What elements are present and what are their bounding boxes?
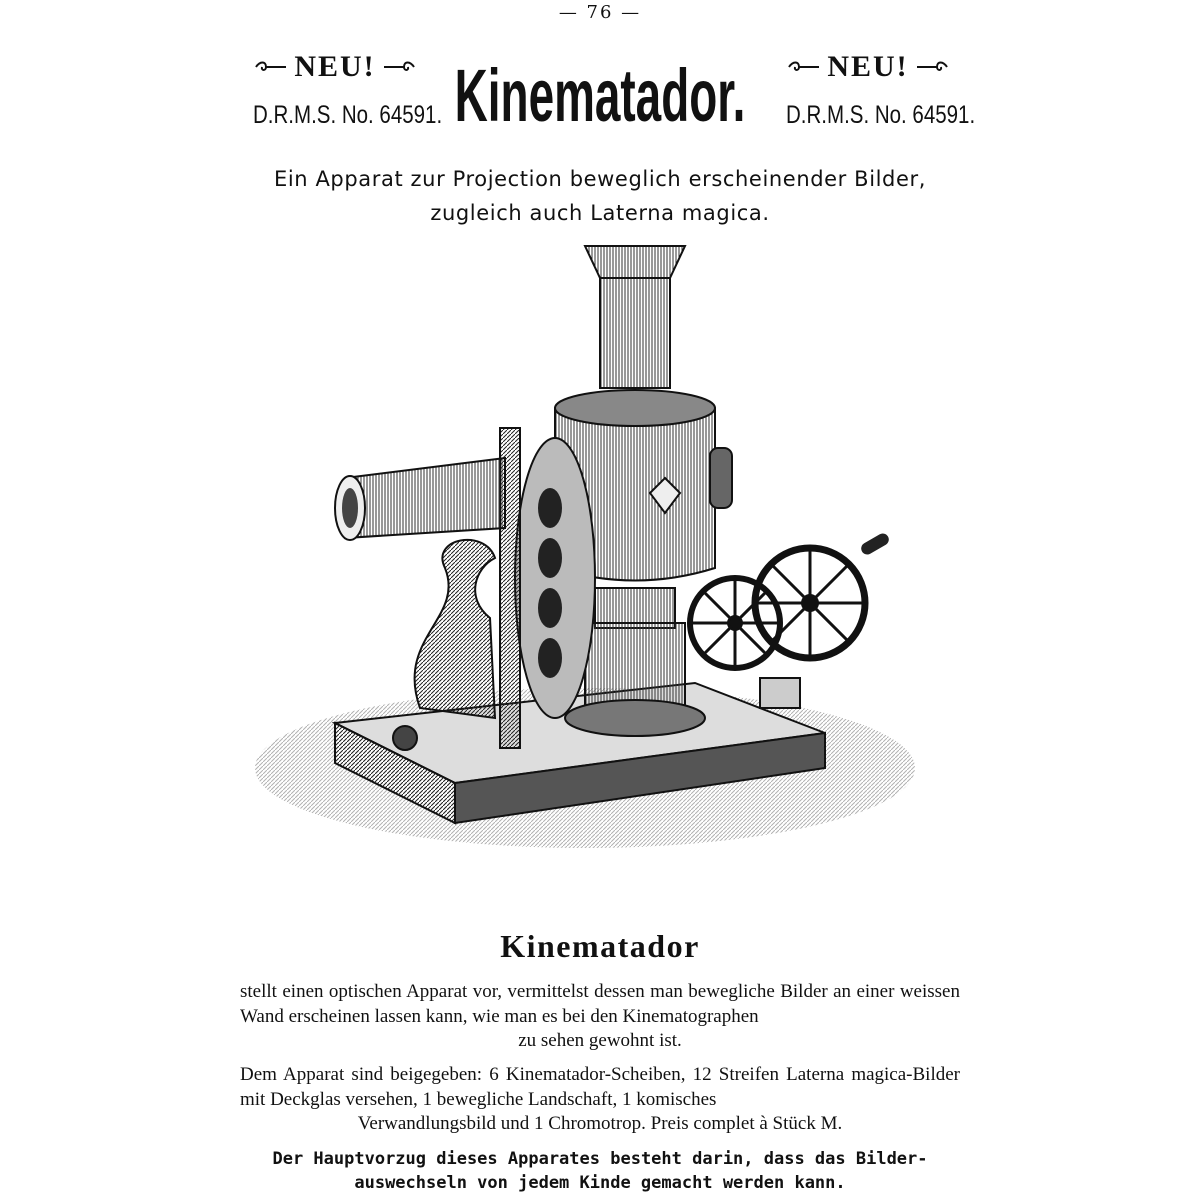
- subtitle: [0, 162, 1200, 230]
- paragraph-3-text: Der Hauptvorzug dieses Apparates besteht darin, dass das Bilder-: [272, 1149, 928, 1169]
- kinematador-projector-icon: [255, 238, 955, 848]
- advertisement-header: [0, 50, 1200, 150]
- new-badge-right: [768, 50, 976, 130]
- description-paragraph-1: [240, 980, 960, 1054]
- page-number: — 76 —: [558, 2, 642, 23]
- patent-number-right: D.R.M.S. No. 64591.: [786, 101, 976, 129]
- description-paragraph-2: [240, 1063, 960, 1137]
- new-label-left: NEU!: [294, 50, 376, 83]
- subtitle-line-2: zugleich auch Laterna magica.: [430, 201, 770, 225]
- new-label-right: NEU!: [827, 50, 909, 83]
- paragraph-1-text: stellt einen optischen Apparat vor, vermittelst dessen man bewegliche Bilder an einer weissen Wand erscheinen lassen kann, wie man es bei den Kinematographen: [240, 981, 960, 1027]
- paragraph-2-end: Verwandlungsbild und 1 Chromotrop. Preis complet à Stück M.: [357, 1113, 843, 1134]
- paragraph-1-end: zu sehen gewohnt ist.: [518, 1030, 682, 1051]
- subtitle-line-1: Ein Apparat zur Projection beweglich erscheinender Bilder,: [273, 167, 927, 191]
- patent-number-left: D.R.M.S. No. 64591.: [253, 101, 443, 129]
- product-title: Kinematador.: [454, 54, 746, 137]
- section-heading: Kinematador: [500, 928, 700, 964]
- swirl-ornament-icon: [915, 60, 949, 74]
- description-paragraph-3: [240, 1147, 960, 1195]
- paragraph-2-text: Dem Apparat sind beigegeben: 6 Kinematador-Scheiben, 12 Streifen Laterna magica-Bilder mit Deckglas versehen, 1 bewegliche Landschaft, 1 komisches: [240, 1064, 960, 1110]
- paragraph-3-end: auswechseln von jedem Kinde gemacht werden kann.: [354, 1173, 846, 1193]
- swirl-ornament-icon: [787, 60, 821, 74]
